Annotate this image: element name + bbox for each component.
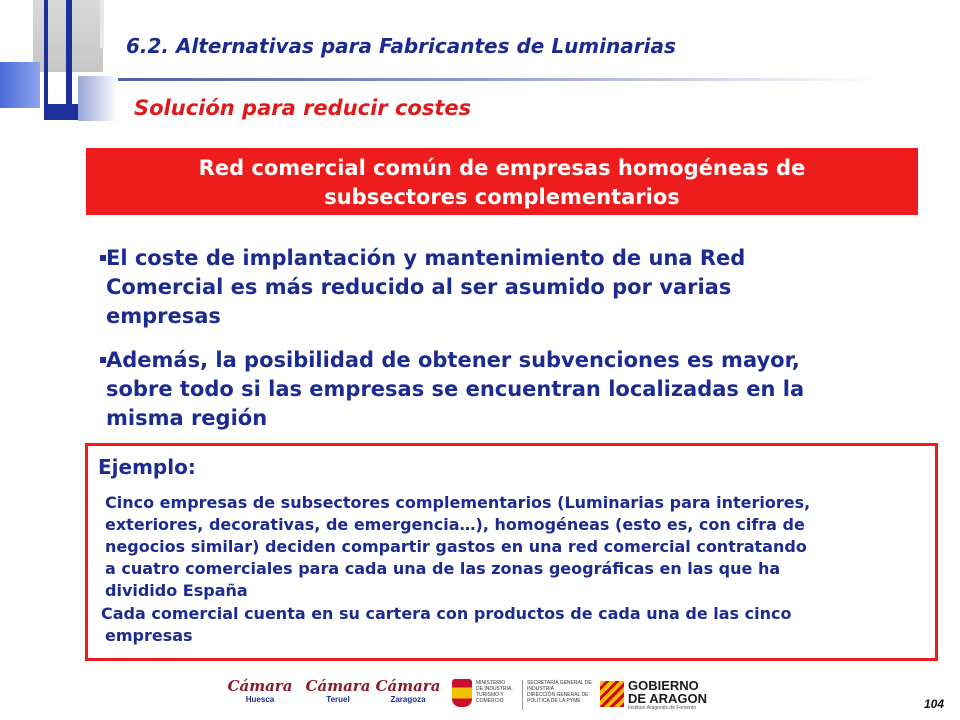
secretaria-logo: [522, 680, 592, 710]
example-line: Cada comercial cuenta en su cartera con productos de cada una de las cinco: [101, 604, 792, 623]
bullet-marker: [100, 357, 106, 363]
banner-line: Red comercial común de empresas homogéneas de: [198, 155, 806, 180]
example-heading: Ejemplo:: [98, 455, 196, 479]
logo-city: Teruel: [326, 695, 350, 704]
logo-text-line: POLÍTICA DE LA PYME: [527, 698, 581, 704]
coat-of-arms-icon: [452, 679, 472, 707]
bullet-marker: [100, 255, 106, 261]
logo-text-line: DE INDUSTRIA,: [476, 686, 513, 692]
ministerio-logo: [452, 677, 522, 710]
slide-subtitle: Solución para reducir costes: [134, 96, 472, 120]
corner-decoration-bar-left: [44, 0, 48, 120]
logo-text-line: SECRETARÍA GENERAL DE: [527, 680, 592, 686]
camara-huesca-logo: [220, 678, 300, 708]
title-underline: [118, 78, 878, 81]
aragon-flag-icon: [600, 681, 624, 707]
example-line: Cinco empresas de subsectores complementarios (Luminarias para interiores,: [105, 493, 811, 512]
bullet-line: empresas: [106, 304, 221, 328]
corner-decoration-strip: [100, 0, 104, 48]
logo-word: Cámara: [375, 677, 441, 695]
logo-text-line: TURISMO Y: [476, 692, 504, 698]
page-number: 104: [924, 697, 945, 711]
corner-decoration-blue: [0, 62, 40, 108]
logo-city: Zaragoza: [390, 695, 426, 704]
camara-zaragoza-logo: [368, 678, 448, 708]
gobierno-aragon-logo: [600, 677, 720, 711]
example-paragraph: [105, 492, 935, 602]
corner-decoration-base: [44, 104, 78, 120]
bullet-line: Comercial es más reducido al ser asumido por varias: [106, 275, 732, 299]
logo-text-line: Instituto Aragonés de Fomento: [628, 705, 697, 711]
corner-decoration-bar-right: [66, 0, 72, 120]
logo-text-line: DE ARAGON: [628, 691, 707, 706]
example-line: negocios similar) deciden compartir gastos en una red comercial contratando: [105, 537, 807, 556]
logo-word: Cámara: [305, 677, 371, 695]
bullet-line: sobre todo si las empresas se encuentran localizadas en la: [106, 377, 805, 401]
example-line: dividido España: [105, 581, 248, 600]
bullet-point: [100, 244, 920, 331]
logo-text-line: COMERCIO: [476, 698, 504, 704]
bullet-line: El coste de implantación y mantenimiento de una Red: [106, 246, 746, 270]
corner-decoration-fade: [78, 76, 118, 121]
example-line: a cuatro comerciales para cada una de las zonas geográficas en las que ha: [105, 559, 781, 578]
headline-banner: [86, 148, 918, 215]
section-title: 6.2. Alternativas para Fabricantes de Luminarias: [126, 34, 676, 58]
bullet-line: Además, la posibilidad de obtener subvenciones es mayor,: [106, 348, 800, 372]
example-line: exteriores, decorativas, de emergencia…), homogéneas (esto es, con cifra de: [105, 515, 805, 534]
logo-text-line: INDUSTRIA: [527, 686, 554, 692]
camara-teruel-logo: [298, 678, 378, 708]
logo-city: Huesca: [245, 695, 275, 704]
logo-text-line: MINISTERIO: [476, 680, 506, 686]
example-line: empresas: [105, 626, 193, 645]
logo-text-line: GOBIERNO: [628, 678, 699, 693]
banner-line: subsectores complementarios: [324, 184, 680, 209]
logo-word: Cámara: [227, 677, 293, 695]
bullet-line: misma región: [106, 406, 268, 430]
logo-text-line: DIRECCIÓN GENERAL DE: [527, 692, 589, 698]
example-paragraph: [101, 603, 931, 647]
bullet-point: [100, 346, 920, 433]
